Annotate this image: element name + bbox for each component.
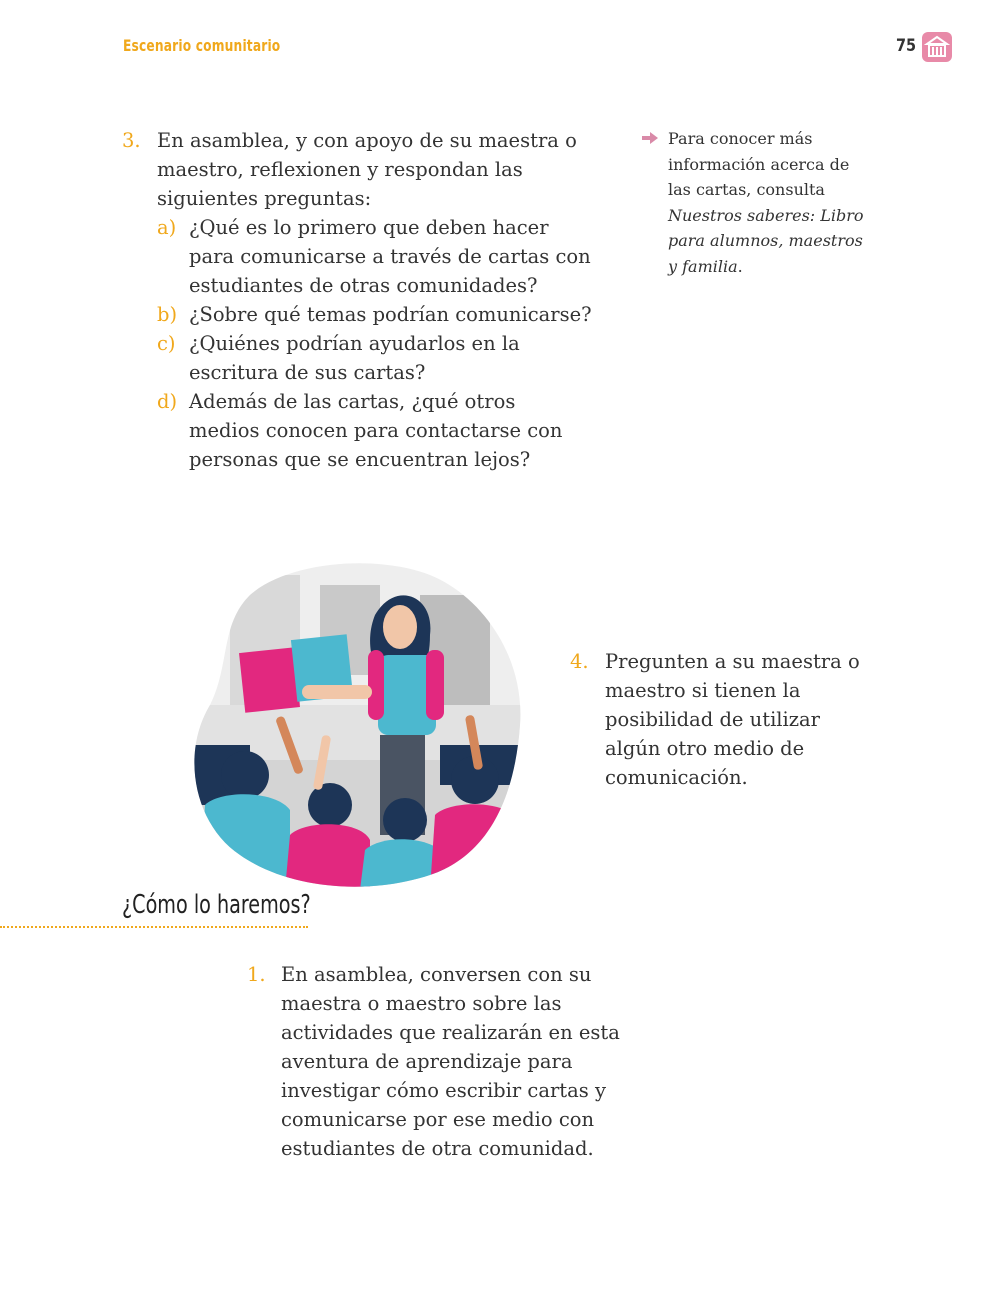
sidenote-text (668, 126, 872, 279)
item-label: a) (157, 216, 177, 239)
question-3-number: 3. (122, 129, 141, 152)
item-label: d) (157, 390, 178, 413)
item-text: Además de las cartas, ¿qué otros medios conocen para contactarse con personas que se encuentran lejos? (189, 390, 563, 471)
question-4-text: Pregunten a su maestra o maestro si tienen la posibilidad de utilizar algún otro medio de comunicación. (605, 650, 860, 789)
question-3-item-c (157, 329, 592, 387)
question-4-number: 4. (570, 650, 589, 673)
arrow-right-icon (642, 132, 658, 144)
sidenote-lead: Para conocer más información acerca de las cartas, consulta (668, 129, 850, 199)
community-building-icon (922, 32, 952, 62)
section-heading: ¿Cómo lo haremos? (122, 890, 311, 920)
item-text: ¿Qué es lo primero que deben hacer para comunicarse a través de cartas con estudiantes de otras comunidades? (189, 216, 591, 297)
question-3-text: En asamblea, y con apoyo de su maestra o maestro, reflexionen y respondan las siguientes preguntas: (157, 129, 577, 210)
page-number: 75 (896, 36, 917, 56)
header-title: Escenario comunitario (123, 36, 281, 55)
question-3 (122, 126, 592, 474)
step-1 (247, 960, 647, 1163)
step-1-number: 1. (247, 963, 266, 986)
item-label: c) (157, 332, 176, 355)
item-text: ¿Quiénes podrían ayudarlos en la escritura de sus cartas? (189, 332, 520, 384)
section-divider (0, 926, 308, 928)
question-3-item-b (157, 300, 592, 329)
step-1-text: En asamblea, conversen con su maestra o maestro sobre las actividades que realizarán en esta aventura de aprendizaje para investigar cómo escribir cartas y comunicarse por ese medio con estudiantes de otra comunidad. (281, 963, 620, 1160)
sidenote (642, 126, 872, 279)
question-3-item-a (157, 213, 592, 300)
teacher-with-students-illustration (190, 555, 525, 890)
sidenote-book-title: Nuestros saberes: Libro para alumnos, maestros y familia (668, 205, 864, 276)
item-text: ¿Sobre qué temas podrían comunicarse? (189, 303, 592, 326)
item-label: b) (157, 303, 178, 326)
question-3-item-d (157, 387, 592, 474)
sidenote-end: . (737, 256, 743, 276)
question-4 (570, 647, 870, 792)
